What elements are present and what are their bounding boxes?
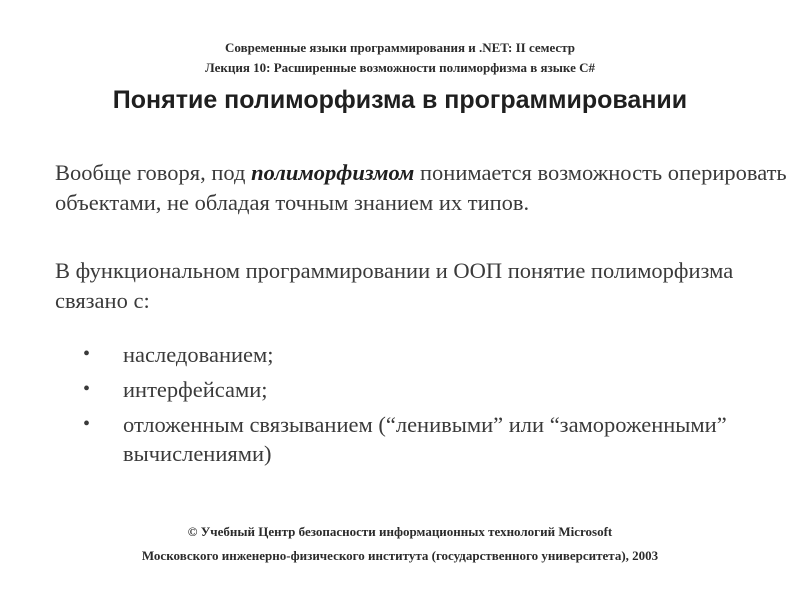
definition-text-end: понимается возможность оперировать объектами, не обладая точным знанием их типов. (55, 160, 787, 215)
bullet-text: отложенным связыванием (“ленивыми” или “замороженными” вычислениями) (123, 412, 727, 466)
bullet-text: интерфейсами; (123, 377, 268, 402)
definition-term: полиморфизмом (251, 160, 415, 185)
slide-title: Понятие полиморфизма в программировании (112, 86, 688, 114)
bullet-list (55, 340, 795, 474)
copyright-footer: © Учебный Центр безопасности информационных технологий Microsoft (187, 524, 613, 539)
bullet-dot-icon: • (83, 343, 91, 365)
lecture-header: Лекция 10: Расширенные возможности полиморфизма в языке C# (205, 60, 595, 75)
bullet-dot-icon: • (83, 378, 91, 400)
definition-paragraph (55, 158, 795, 218)
bullet-dot-icon: • (83, 413, 91, 435)
bullet-item-late-binding (55, 410, 795, 468)
course-header: Современные языки программирования и .NET: II семестр (225, 40, 575, 55)
bullet-item-interfaces (55, 375, 795, 404)
bullet-text: наследованием; (123, 342, 274, 367)
bullet-item-inheritance (55, 340, 795, 369)
definition-text-start: Вообще говоря, под (55, 160, 252, 185)
context-paragraph: В функциональном программировании и ООП понятие полиморфизма связано с: (55, 258, 734, 313)
institute-footer: Московского инженерно-физического института (государственного университета), 2003 (141, 548, 659, 563)
